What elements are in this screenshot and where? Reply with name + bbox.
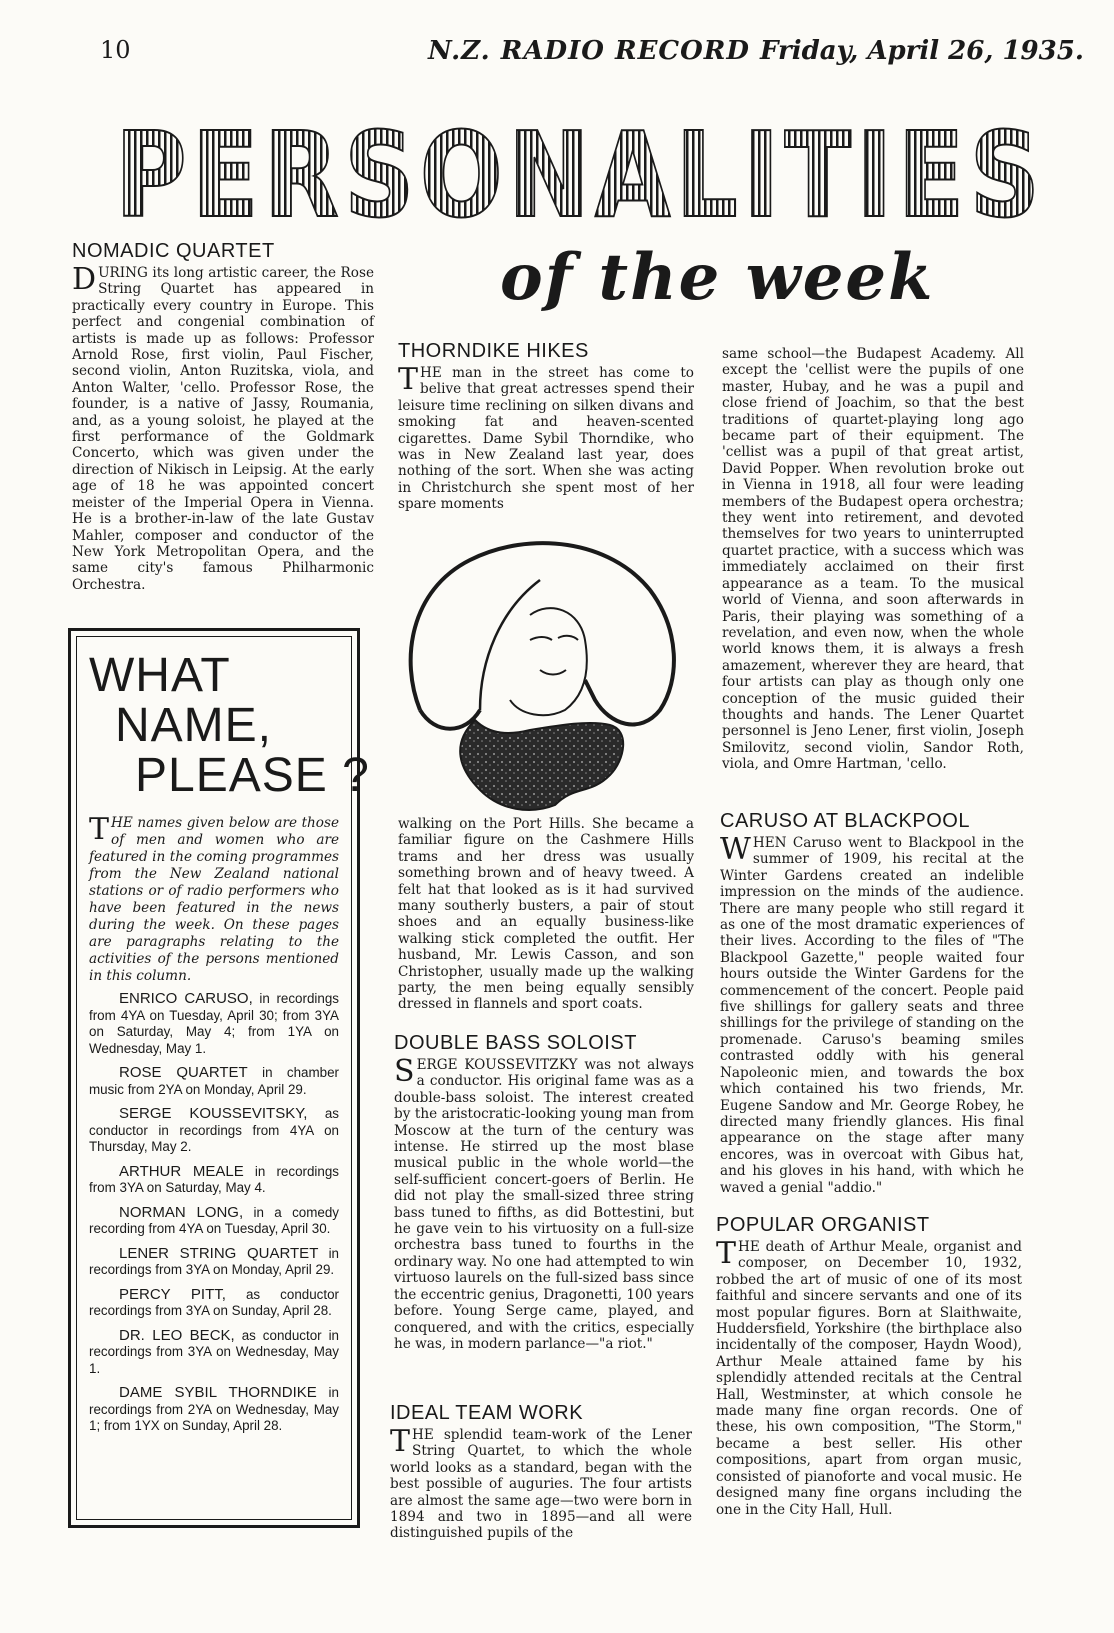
listing-entry <box>89 1205 339 1238</box>
listing-entry <box>89 1287 339 1320</box>
listing-entry <box>89 1385 339 1435</box>
article-heading: DOUBLE BASS SOLOIST <box>394 1032 637 1054</box>
listing-entry <box>89 991 339 1057</box>
listing-detail: in a comedy recording from 4YA on Tuesday, April 30. <box>89 1204 339 1236</box>
article-body: DURING its long artistic career, the Rose String Quartet has appeared in practically every country in Europe. This perfect and congenial combination of artists is made up as follows: Professor Arnold Rose, first violin, Paul Fischer, second violin, Anton Ruzitska, viola, and Anton Walter, 'cello. Professor Rose, the founder, is a native of Jassy, Roumania, and, as a young soloist, he played at the first performance of the Goldmark Concerto, which was given under the direction of Nikisch in Leipsig. At the early age of 18 he was appointed concert meister of the Imperial Opera in Vienna. He is a brother-in-law of the late Gustav Mahler, composer and conductor of the New York Metropolitan Opera, and the same city's famous Philharmonic Orchestra. <box>72 262 374 593</box>
article-heading: IDEAL TEAM WORK <box>390 1402 584 1424</box>
article-nomadic-quartet <box>72 240 374 593</box>
listing-entry <box>89 1164 339 1197</box>
listing-detail: in chamber music from 2YA on Monday, April 29. <box>89 1065 339 1097</box>
listing-name: ROSE QUARTET <box>119 1064 248 1081</box>
box-title: WHAT NAME, PLEASE ? <box>89 649 370 802</box>
box-intro: THE names given below are those of men and women who are featured in the coming programmes from the New Zealand national stations or of radio performers who have been featured in the news during the week. On these pages are paragraphs relating to the activities of the persons mentioned in this column. <box>89 812 339 984</box>
article-body: THE man in the street has come to belive that great actresses spend their leisure time reclining on silken divans and smoking fat and heaven-scented cigarettes. Dame Sybil Thorndike, who was in New Zealand last year, does nothing of the sort. When she was acting in Christchurch she spent most of her spare moments <box>398 362 694 513</box>
article-heading: POPULAR ORGANIST <box>716 1214 930 1236</box>
listing-name: LENER STRING QUARTET <box>119 1244 319 1262</box>
drop-cap: S <box>394 1054 415 1089</box>
publication-title: N.Z. RADIO RECORD <box>428 36 750 66</box>
listing-name: DR. LEO BECK, <box>119 1326 235 1344</box>
article-ideal-team-work <box>390 1402 692 1542</box>
drop-cap: T <box>390 1424 411 1459</box>
thorndike-portrait-sketch <box>380 520 700 820</box>
article-thorndike-continued <box>398 816 694 1013</box>
listing-detail: in recordings from 3YA on Saturday, May 4. <box>89 1163 339 1195</box>
listing-name: PERCY PITT, <box>119 1285 226 1303</box>
article-body: same school—the Budapest Academy. All except the 'cellist were the pupils of one master, Hubay, and he was a pupil and close friend of Joachim, so that the best traditions of quartet-playing long ago became part of their equipment. The 'cellist was a pupil of that great artist, David Popper. When revolution broke out in Vienna in 1918, all four were leading members of the Budapest opera orchestra; they went into retirement, and devoted themselves for two years to uninterrupted quartet practice, with a success which was immediately acclaimed on their first appearance as a team. To the musical world of Vienna, and soon afterwards in Paris, their playing was something of a revelation, and even now, when the whole world knows them, it is always a fresh amazement, wherever they are heard, that four artists can play as though only one conception of the music guided their thoughts and hands. The Lener Quartet personnel is Jeno Lener, first violin, Joseph Smilovitz, second violin, Sandor Roth, viola, and Omre Hartman, 'cello. <box>722 346 1024 773</box>
drop-cap: T <box>89 812 110 847</box>
listing-detail: as conductor recordings from 3YA on Sunday, April 28. <box>89 1286 339 1318</box>
banner-subtitle: of the week <box>500 240 935 315</box>
what-name-please-box <box>68 628 370 1528</box>
listing-detail: as conductor in recordings from 3YA on Wednesday, May 1. <box>89 1327 339 1376</box>
listing-name: NORMAN LONG, <box>119 1203 244 1221</box>
article-double-bass-soloist <box>394 1032 694 1352</box>
listing-entry <box>89 1246 339 1279</box>
article-body: walking on the Port Hills. She became a familiar figure on the Cashmere Hills trams and her dress was usually something brown and of heavy tweed. A felt hat that looked as is it had survived many southerly busters, a pair of stout shoes and an equally business-like walking stick completed the outfit. Her husband, Mr. Lewis Casson, and son Christopher, usually made up the walking party, the men being equally sensibly dressed in flannels and sport coats. <box>398 816 694 1013</box>
article-caruso-at-blackpool <box>720 810 1024 1196</box>
article-heading: CARUSO AT BLACKPOOL <box>720 810 970 832</box>
listing-name: ENRICO CARUSO, <box>119 990 253 1007</box>
issue-date: Friday, April 26, 1935. <box>760 36 1084 66</box>
drop-cap: W <box>720 832 751 867</box>
article-ideal-team-work-continued <box>722 346 1024 773</box>
listing-name: DAME SYBIL THORNDIKE <box>119 1384 317 1401</box>
listing-entries <box>89 991 339 1435</box>
listing-name: ARTHUR MEALE <box>119 1162 244 1180</box>
listing-detail: as conductor in recordings from 4YA on Thursday, May 2. <box>89 1106 339 1154</box>
listing-detail: in recordings from 3YA on Monday, April 29. <box>89 1245 339 1277</box>
listing-detail: in recordings from 4YA on Tuesday, April 30; from 3YA on Saturday, May 4; from 1YA on Wednesday, May 1. <box>89 991 339 1056</box>
article-body: SERGE KOUSSEVITZKY was not always a conductor. His original fame was as a double-bass soloist. The interest created by the aristocratic-looking young man from Moscow at the turn of the century was intense. He stirred up the most blase musical public in the whole world—the self-sufficient concert-goers of Berlin. He did not play the small-sized three string bass tuned to fifths, as did Bottestini, but he gave vein to his virtuosity on a full-size orchestra bass tuned to fourths in the ordinary way. No one had attempted to win virtuoso laurels on the full-sized bass since the eccentric genius, Dragonetti, 100 years before. Young Serge came, played, and conquered, and with the critics, especially he was, in modern parlance—"a riot." <box>394 1054 694 1352</box>
listing-entry <box>89 1328 339 1378</box>
article-body: WHEN Caruso went to Blackpool in the summer of 1909, his recital at the Winter Gardens created an indelible impression on the minds of the audience. There are many people who still regard it as one of the most dramatic experiences of their lives. According to the files of "The Blackpool Gazette," people waited four hours outside the Winter Gardens for the commencement of the concert. People paid five shillings for gallery seats and three shillings for the privilege of standing on the promenade. Caruso's beaming smiles contrasted oddly with his general Napoleonic mien, and towards the box which contained his two friends, Mr. Eugene Sandow and Mr. George Robey, he directed many friendly glances. His final appearance on the stage after many encores, was in overcoat with Gibus hat, and his gloves in his hand, with which he waved a genial "addio." <box>720 832 1024 1196</box>
banner-title-text: PERSONALITIES <box>115 108 1045 228</box>
drop-cap: T <box>716 1236 737 1271</box>
page-number: 10 <box>100 36 131 64</box>
article-body: THE splendid team-work of the Lener String Quartet, to which the whole world looks as a standard, began with the best possible of auguries. The four artists are almost the same age—two were born in 1894 and two in 1895—and all were distinguished pupils of the <box>390 1424 692 1542</box>
article-thorndike-hikes <box>398 340 694 513</box>
listing-detail: in recordings from 2YA on Wednesday, May 1; from 1YX on Sunday, April 28. <box>89 1385 339 1433</box>
banner-title <box>110 108 1050 228</box>
drop-cap: T <box>398 362 419 397</box>
listing-entry <box>89 1106 339 1156</box>
article-body: THE death of Arthur Meale, organist and composer, on December 10, 1932, robbed the art of music of one of its most faithful and sincere servants and one of its most popular figures. Born at Slaithwaite, Huddersfield, Yorkshire (the birthplace also incidentally of the composer, Haydn Wood), Arthur Meale attained fame by his splendidly attended recitals at the Central Hall, Westminster, at which console he made many fine organ records. One of these, his own composition, "The Storm," became a best seller. His other compositions, apart from organ music, consisted of pianoforte and vocal music. He designed many fine organs including the one in the City Hall, Hull. <box>716 1236 1022 1518</box>
article-heading: THORNDIKE HIKES <box>398 340 589 362</box>
listing-name: SERGE KOUSSEVITSKY, <box>119 1105 308 1122</box>
article-popular-organist <box>716 1214 1022 1518</box>
listing-entry <box>89 1065 339 1098</box>
drop-cap: D <box>72 262 97 297</box>
article-heading: NOMADIC QUARTET <box>72 240 275 262</box>
